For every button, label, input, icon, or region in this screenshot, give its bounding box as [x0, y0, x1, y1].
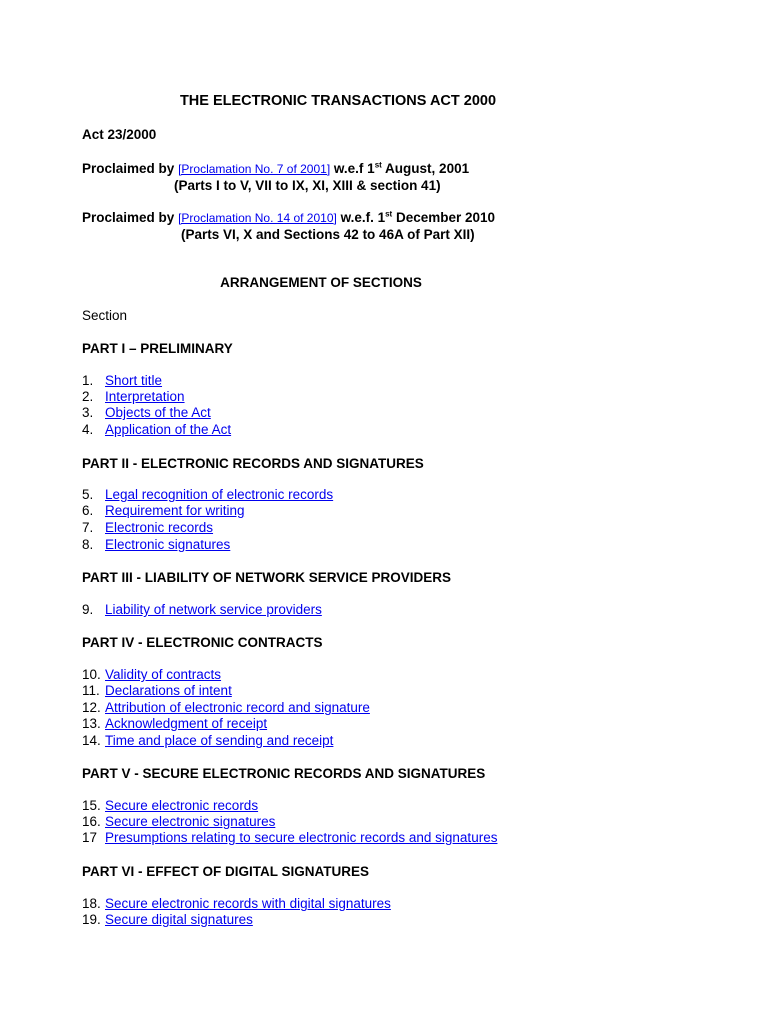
list-item — [82, 700, 370, 716]
item-number: 18. — [82, 896, 101, 911]
section-link[interactable]: Application of the Act — [105, 422, 232, 437]
section-link[interactable]: Secure digital signatures — [105, 912, 253, 927]
section-link[interactable]: Requirement for writing — [105, 503, 245, 518]
list-item — [82, 602, 322, 618]
list-item — [82, 667, 221, 683]
document-title: THE ELECTRONIC TRANSACTIONS ACT 2000 — [179, 93, 497, 109]
section-link[interactable]: Objects of the Act — [105, 405, 211, 420]
part-heading: PART V - SECURE ELECTRONIC RECORDS AND SIGNATURES — [82, 766, 486, 781]
list-item — [82, 389, 185, 405]
list-item — [82, 733, 333, 749]
section-link[interactable]: Electronic signatures — [105, 537, 231, 552]
item-number: 9. — [82, 602, 94, 617]
part-heading: PART IV - ELECTRONIC CONTRACTS — [82, 635, 323, 650]
list-item — [82, 896, 391, 912]
ordinal-suffix: st — [374, 160, 382, 170]
section-link[interactable]: Electronic records — [105, 520, 214, 535]
ordinal-suffix: st — [385, 209, 393, 219]
list-item — [82, 912, 253, 928]
item-number: 2. — [82, 389, 94, 404]
proclamation-line-1 — [82, 160, 469, 178]
item-number: 12. — [82, 700, 101, 715]
section-link[interactable]: Time and place of sending and receipt — [105, 733, 334, 748]
part-heading: PART II - ELECTRONIC RECORDS AND SIGNATURES — [82, 456, 424, 471]
item-number: 19. — [82, 912, 101, 927]
proclamation-prefix: Proclaimed by — [82, 161, 175, 176]
item-number: 7. — [82, 520, 94, 535]
section-label: Section — [82, 308, 128, 323]
section-link[interactable]: Declarations of intent — [105, 683, 232, 698]
list-item — [82, 422, 231, 438]
item-number: 3. — [82, 405, 94, 420]
proclamation-date: December 2010 — [392, 210, 496, 225]
proclamation-wef: w.e.f. 1 — [340, 210, 386, 225]
part-heading: PART III - LIABILITY OF NETWORK SERVICE PROVIDERS — [82, 570, 452, 585]
proclamation-prefix: Proclaimed by — [82, 210, 175, 225]
item-number: 5. — [82, 487, 94, 502]
list-item — [82, 373, 162, 389]
item-number: 8. — [82, 537, 94, 552]
section-link[interactable]: Legal recognition of electronic records — [105, 487, 334, 502]
list-item — [82, 503, 245, 519]
section-link[interactable]: Interpretation — [105, 389, 185, 404]
part-heading: PART VI - EFFECT OF DIGITAL SIGNATURES — [82, 864, 370, 879]
arrangement-heading: ARRANGEMENT OF SECTIONS — [220, 275, 422, 290]
list-item — [82, 830, 497, 846]
section-link[interactable]: Secure electronic records — [105, 798, 259, 813]
proclamation-link-2010[interactable]: [Proclamation No. 14 of 2010] — [178, 211, 337, 225]
item-number: 10. — [82, 667, 101, 682]
list-item — [82, 798, 258, 814]
item-number: 17 — [82, 830, 98, 845]
list-item — [82, 814, 275, 830]
section-link[interactable]: Short title — [105, 373, 163, 388]
section-link[interactable]: Liability of network service providers — [105, 602, 322, 617]
section-link[interactable]: Secure electronic signatures — [105, 814, 276, 829]
item-number: 1. — [82, 373, 94, 388]
list-item — [82, 716, 267, 732]
item-number: 6. — [82, 503, 94, 518]
item-number: 11. — [82, 683, 100, 698]
list-item — [82, 537, 230, 553]
proclamation-link-2001[interactable]: [Proclamation No. 7 of 2001] — [178, 162, 331, 176]
section-link[interactable]: Validity of contracts — [105, 667, 222, 682]
proclamation-line-2 — [82, 209, 495, 227]
proclamation-date: August, 2001 — [381, 161, 470, 176]
section-link[interactable]: Acknowledgment of receipt — [105, 716, 268, 731]
list-item — [82, 683, 232, 699]
item-number: 15. — [82, 798, 101, 813]
item-number: 13. — [82, 716, 101, 731]
proclamation-wef: w.e.f 1 — [333, 161, 375, 176]
list-item — [82, 405, 211, 421]
item-number: 14. — [82, 733, 101, 748]
list-item — [82, 520, 213, 536]
proclamation-parts-2: (Parts VI, X and Sections 42 to 46A of Part XII) — [181, 227, 475, 242]
list-item — [82, 487, 333, 503]
act-number: Act 23/2000 — [82, 127, 157, 142]
section-link[interactable]: Presumptions relating to secure electronic records and signatures — [105, 830, 498, 845]
item-number: 16. — [82, 814, 101, 829]
section-link[interactable]: Attribution of electronic record and signature — [105, 700, 370, 715]
part-heading: PART I – PRELIMINARY — [82, 341, 233, 356]
item-number: 4. — [82, 422, 94, 437]
proclamation-parts-1: (Parts I to V, VII to IX, XI, XIII & section 41) — [174, 178, 441, 193]
section-link[interactable]: Secure electronic records with digital signatures — [105, 896, 391, 911]
